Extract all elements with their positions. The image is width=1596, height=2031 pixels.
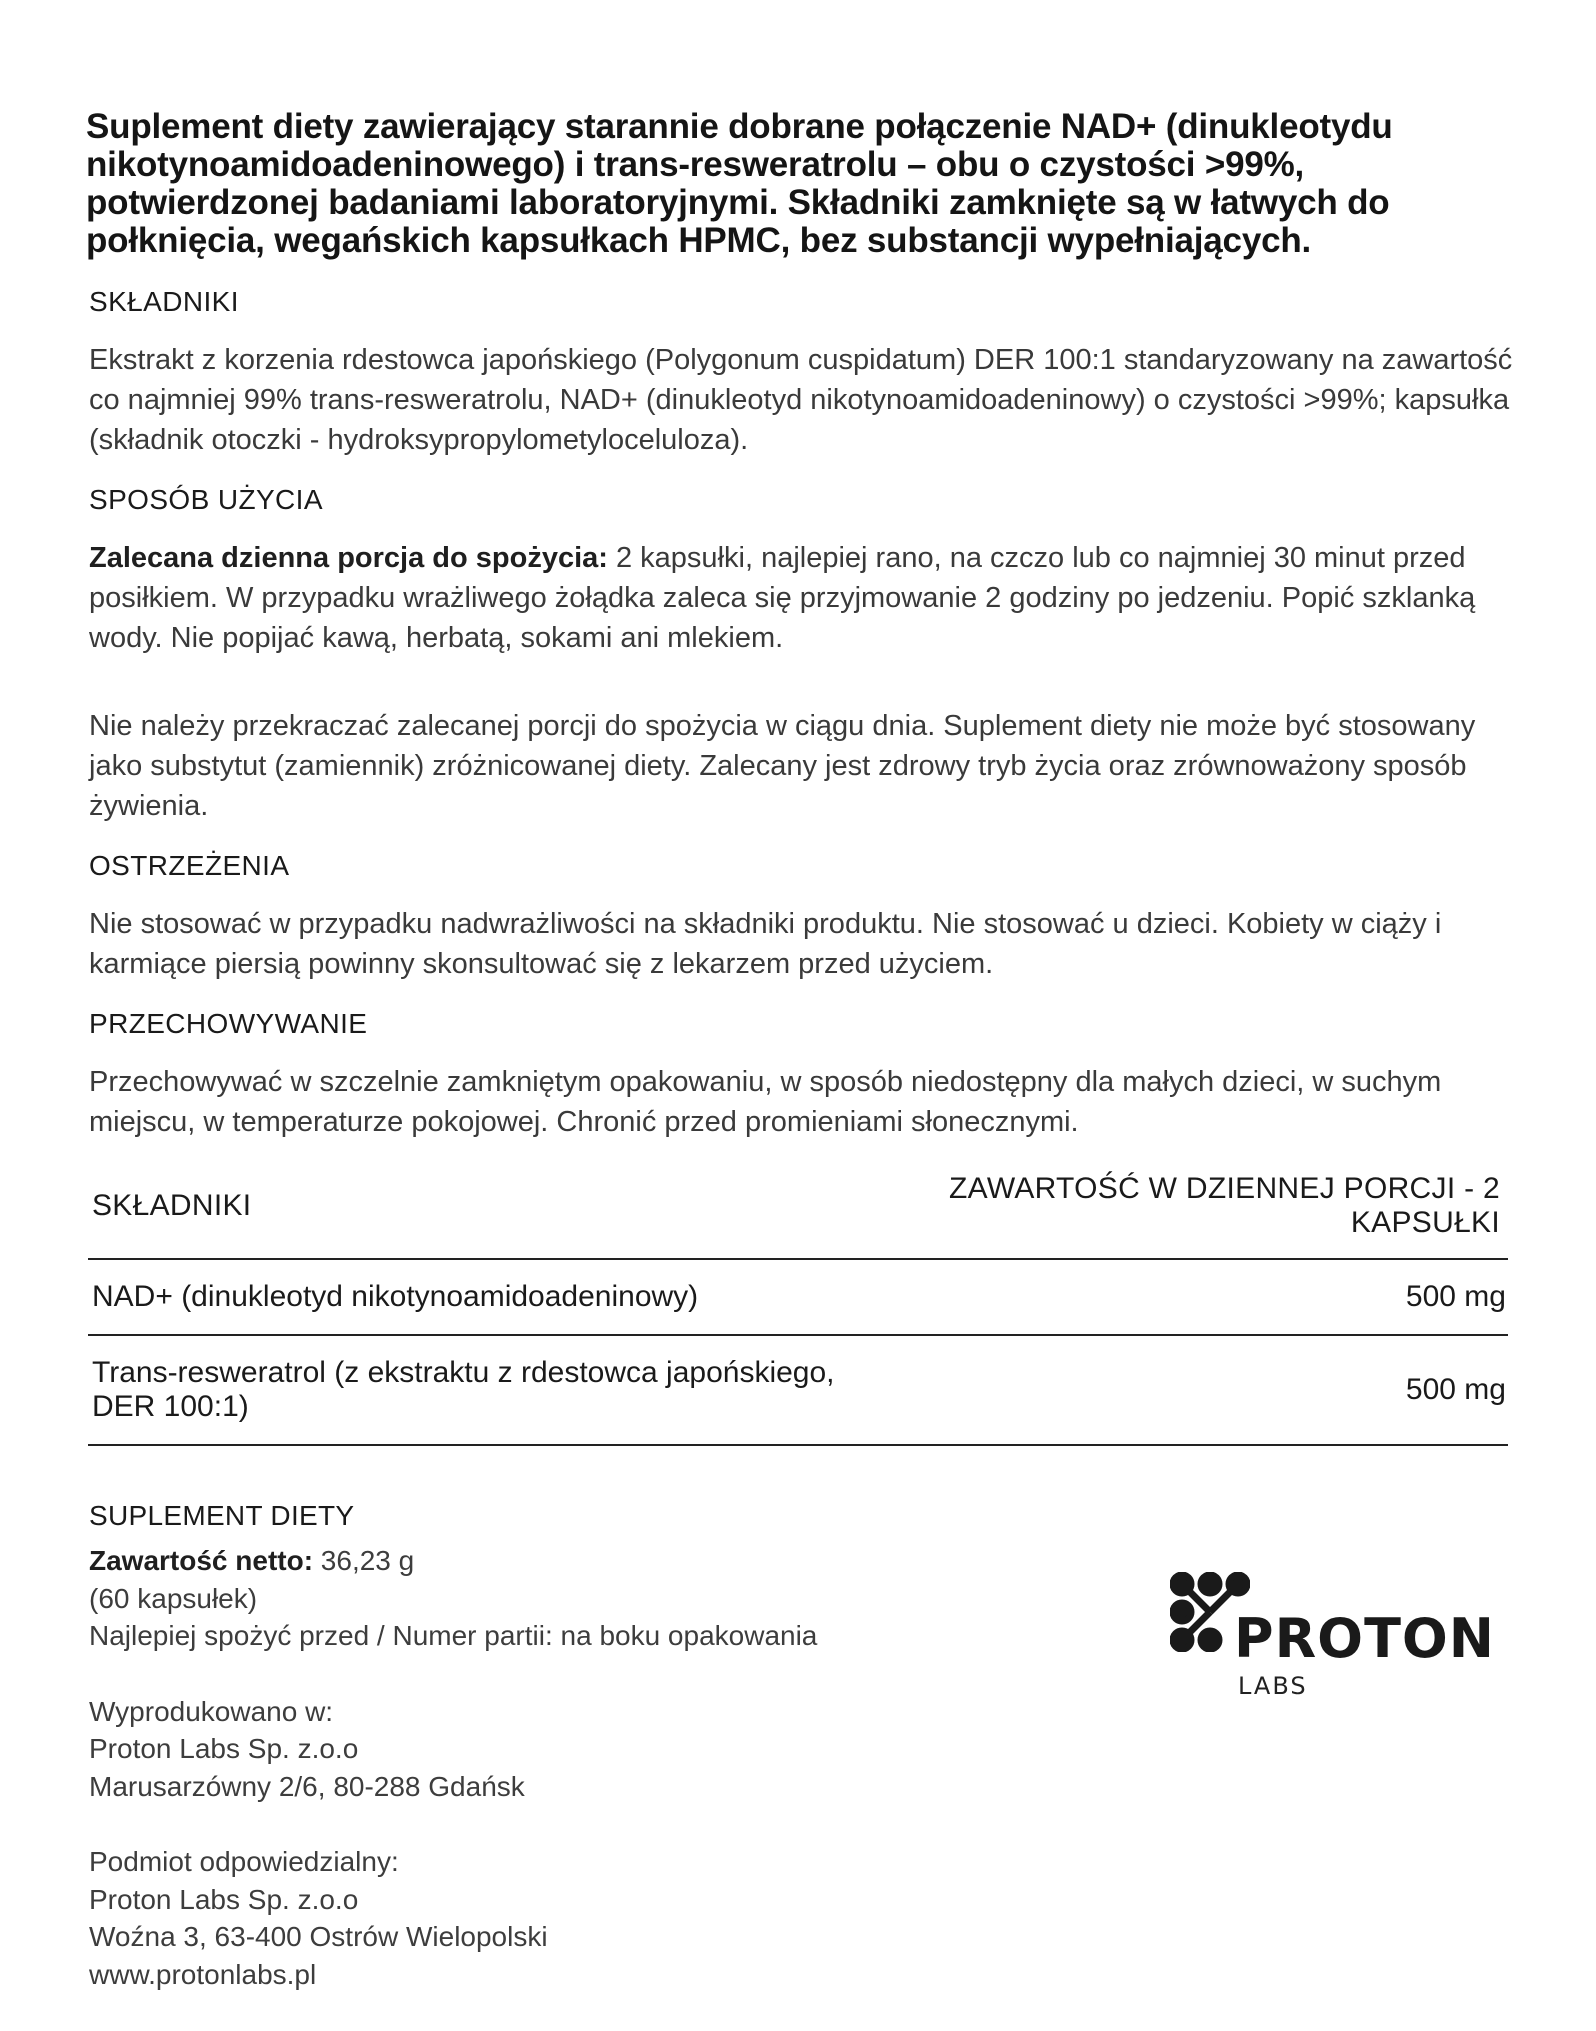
ingredient-amount: 500 mg <box>889 1335 1508 1445</box>
capsule-count: (60 kapsułek) <box>89 1582 258 1614</box>
ingredients-table <box>88 1172 1508 1446</box>
manufacturer-label: Wyprodukowano w: <box>89 1695 334 1727</box>
ingredient-name: NAD+ (dinukleotyd nikotynoamidoadeninowy) <box>88 1259 889 1335</box>
responsible-name: Proton Labs Sp. z.o.o <box>89 1883 359 1915</box>
column-header-amount: ZAWARTOŚĆ W DZIENNEJ PORCJI - 2 KAPSUŁKI <box>889 1172 1508 1259</box>
warnings-text: Nie stosować w przypadku nadwrażliwości na składniki produktu. Nie stosować u dzieci. Kobiety w ciąży i karmiące piersią powinny skonsultować się z lekarzem przed użyciem. <box>89 908 1442 980</box>
net-label: Zawartość netto: <box>89 1545 314 1576</box>
product-description: Suplement diety zawierający starannie dobrane połączenie NAD+ (dinukleotydu nikotynoamidoadeninowego) i trans-resweratrolu – obu o czystości >99%, potwierdzonej badaniami laboratoryjnymi. Składniki zamknięte są w łatwych do połknięcia, wegańskich kapsułkach HPMC, bez substancji wypełniających. <box>86 107 1393 260</box>
brand-name: PROTON <box>1234 1607 1495 1670</box>
warnings-heading: OSTRZEŻENIA <box>89 850 290 881</box>
net-value: 36,23 g <box>313 1545 415 1576</box>
storage-heading: PRZECHOWYWANIE <box>89 1008 368 1039</box>
storage-section <box>86 1008 1516 1142</box>
website-link[interactable]: www.protonlabs.pl <box>89 1958 317 1990</box>
ingredients-section <box>86 286 1516 460</box>
responsible-block <box>86 1843 1516 1993</box>
responsible-label: Podmiot odpowiedzialny: <box>89 1846 399 1877</box>
usage-text <box>89 538 1516 658</box>
ingredient-name: Trans-resweratrol (z ekstraktu z rdestowca japońskiego, DER 100:1) <box>88 1335 889 1445</box>
responsible-address: Woźna 3, 63-400 Ostrów Wielopolski <box>89 1921 548 1952</box>
supplement-heading: SUPLEMENT DIETY <box>89 1500 355 1531</box>
manufacturer-address: Marusarzówny 2/6, 80-288 Gdańsk <box>89 1770 525 1802</box>
best-before: Najlepiej spożyć przed / Numer partii: na boku opakowania <box>89 1620 818 1651</box>
table-header-row <box>88 1172 1508 1259</box>
ingredients-text: Ekstrakt z korzenia rdestowca japońskiego (Polygonum cuspidatum) DER 100:1 standaryzowany na zawartość co najmniej 99% trans-resweratrolu, NAD+ (dinukleotyd nikotynoamidoadeninowy) o czystości >99%; kapsułka (składnik otoczki - hydroksypropylometyloceluloza). <box>89 344 1513 456</box>
proton-labs-logo <box>1170 1572 1500 1712</box>
usage-heading: SPOSÓB UŻYCIA <box>89 484 323 515</box>
column-header-ingredient: SKŁADNIKI <box>88 1172 889 1259</box>
footer-section <box>86 1500 1516 1993</box>
brand-subtitle: LABS <box>1238 1672 1308 1700</box>
usage-note: Nie należy przekraczać zalecanej porcji do spożycia w ciągu dnia. Suplement diety nie może być stosowany jako substytut (zamiennik) zróżnicowanej diety. Zalecany jest zdrowy tryb życia oraz zrównoważony sposób żywienia. <box>89 710 1476 822</box>
ingredients-heading: SKŁADNIKI <box>89 286 239 317</box>
table-row <box>88 1259 1508 1335</box>
ingredient-amount: 500 mg <box>889 1259 1508 1335</box>
storage-text: Przechowywać w szczelnie zamkniętym opakowaniu, w sposób niedostępny dla małych dzieci, w suchym miejscu, w temperaturze pokojowej. Chronić przed promieniami słonecznymi. <box>89 1066 1442 1138</box>
warnings-section <box>86 850 1516 984</box>
manufacturer-name: Proton Labs Sp. z.o.o <box>89 1733 359 1764</box>
label-page <box>86 108 1516 2031</box>
dose-text: 2 kapsułki, najlepiej rano, na czczo lub co najmniej 30 minut przed posiłkiem. W przypadku wrażliwego żołądka zaleca się przyjmowanie 2 godziny po jedzeniu. Popić szklanką wody. Nie popijać kawą, herbatą, sokami ani mlekiem. <box>89 542 1476 654</box>
usage-section <box>86 484 1516 826</box>
dose-label: Zalecana dzienna porcja do spożycia: <box>89 542 608 574</box>
table-row <box>88 1335 1508 1445</box>
